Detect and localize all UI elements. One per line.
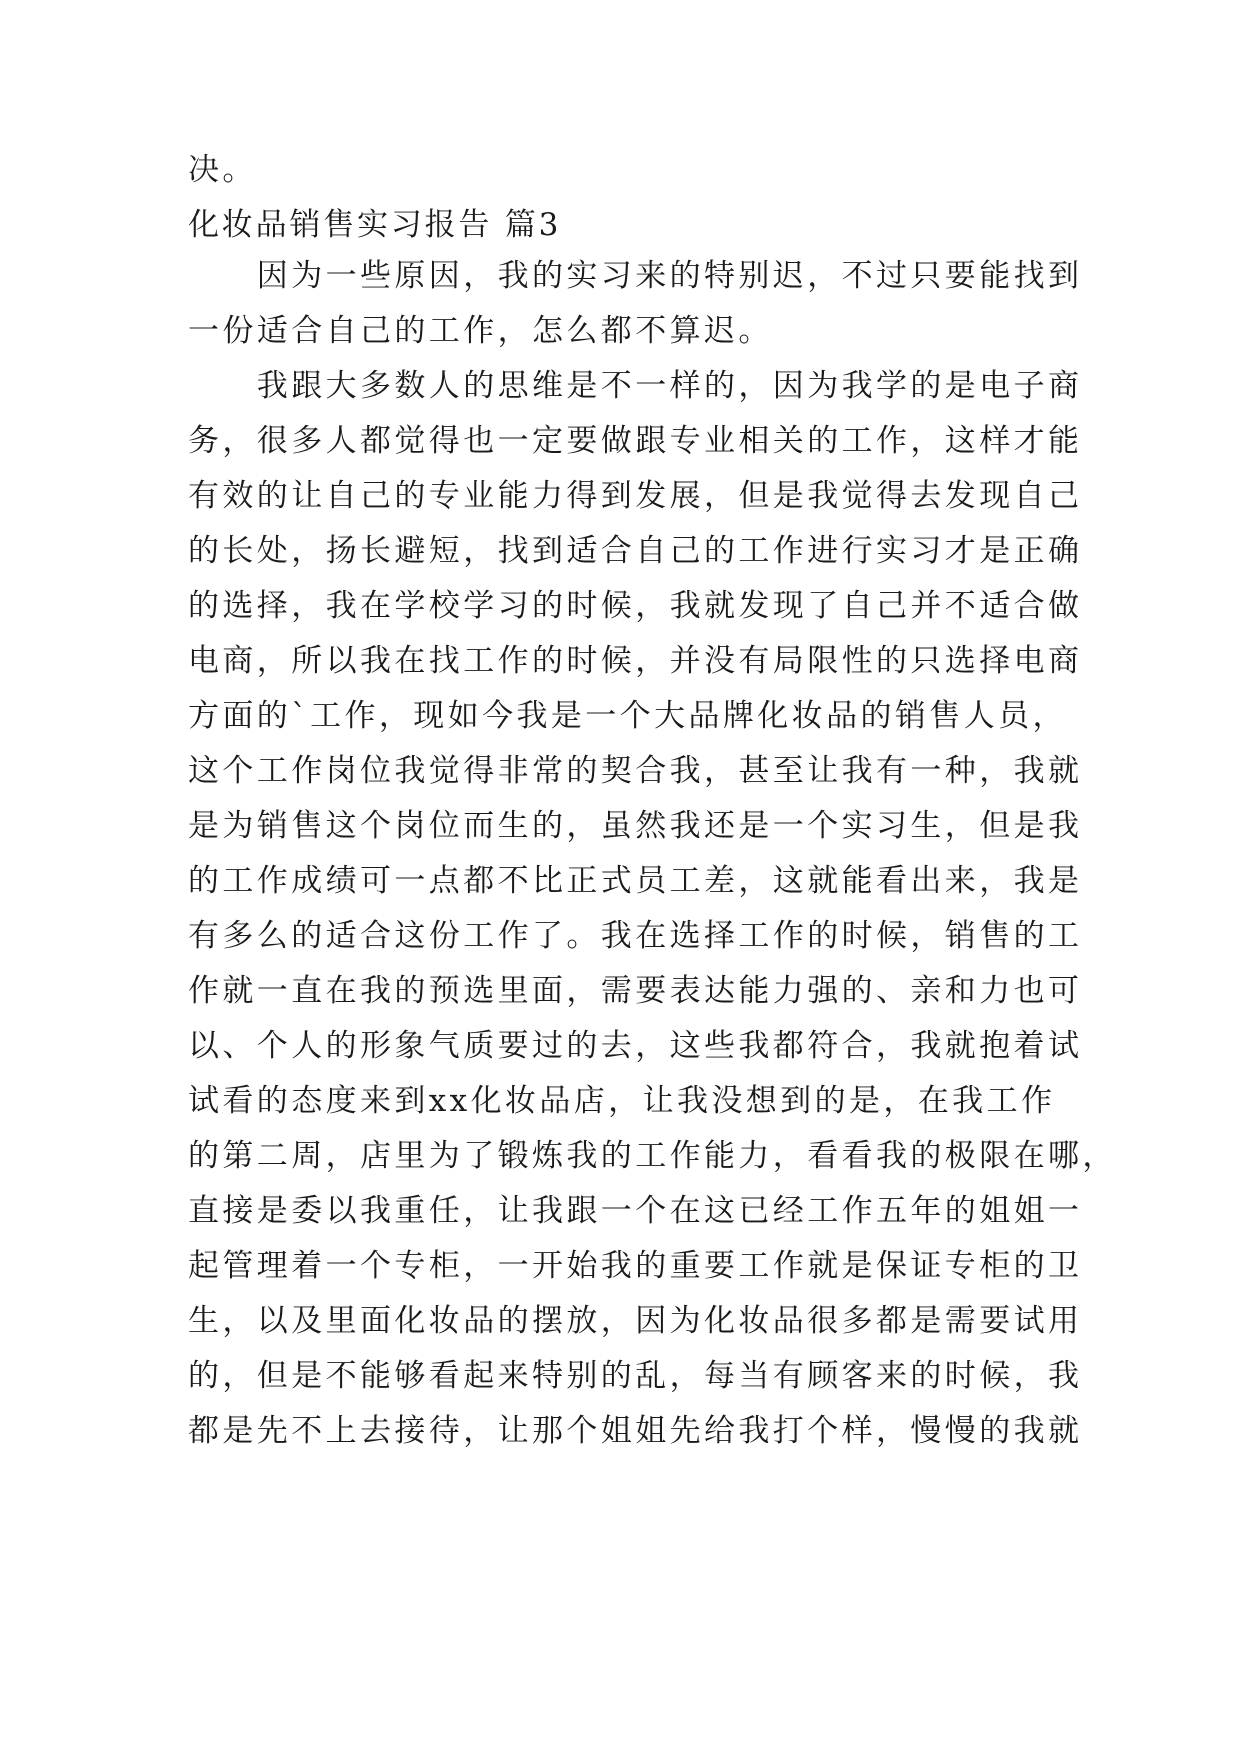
text-line: 生，以及里面化妆品的摆放，因为化妆品很多都是需要试用 xyxy=(188,1303,1083,1339)
text-line: 的选择，我在学校学习的时候，我就发现了自己并不适合做 xyxy=(188,588,1083,624)
section-heading: 化妆品销售实习报告 篇3 xyxy=(188,207,562,243)
text-line: 因为一些原因，我的实习来的特别迟，不过只要能找到 xyxy=(188,258,1083,294)
text-line: 的工作成绩可一点都不比正式员工差，这就能看出来，我是 xyxy=(188,863,1083,899)
text-line: 是为销售这个岗位而生的，虽然我还是一个实习生，但是我 xyxy=(188,808,1083,844)
text-line: 起管理着一个专柜，一开始我的重要工作就是保证专柜的卫 xyxy=(188,1248,1083,1284)
text-line: 决。 xyxy=(188,152,257,188)
text-line: 这个工作岗位我觉得非常的契合我，甚至让我有一种，我就 xyxy=(188,753,1083,789)
text-line: 的长处，扬长避短，找到适合自己的工作进行实习才是正确 xyxy=(188,533,1083,569)
text-line: 都是先不上去接待，让那个姐姐先给我打个样，慢慢的我就 xyxy=(188,1413,1083,1449)
text-line: 的第二周，店里为了锻炼我的工作能力，看看我的极限在哪， xyxy=(188,1138,1117,1174)
text-line: 有效的让自己的专业能力得到发展，但是我觉得去发现自己 xyxy=(188,478,1083,514)
text-line: 方面的`工作，现如今我是一个大品牌化妆品的销售人员， xyxy=(188,698,1067,734)
text-line: 以、个人的形象气质要过的去，这些我都符合，我就抱着试 xyxy=(188,1028,1083,1064)
text-line: 试看的态度来到xx化妆品店，让我没想到的是，在我工作 xyxy=(188,1083,1056,1119)
text-line: 务，很多人都觉得也一定要做跟专业相关的工作，这样才能 xyxy=(188,423,1083,459)
text-line: 有多么的适合这份工作了。我在选择工作的时候，销售的工 xyxy=(188,918,1083,954)
text-line: 作就一直在我的预选里面，需要表达能力强的、亲和力也可 xyxy=(188,973,1083,1009)
text-line: 直接是委以我重任，让我跟一个在这已经工作五年的姐姐一 xyxy=(188,1193,1083,1229)
text-line: 电商，所以我在找工作的时候，并没有局限性的只选择电商 xyxy=(188,643,1083,679)
text-line: 一份适合自己的工作，怎么都不算迟。 xyxy=(188,313,773,349)
text-line: 我跟大多数人的思维是不一样的，因为我学的是电子商 xyxy=(188,368,1083,404)
text-line: 的，但是不能够看起来特别的乱，每当有顾客来的时候，我 xyxy=(188,1358,1083,1394)
